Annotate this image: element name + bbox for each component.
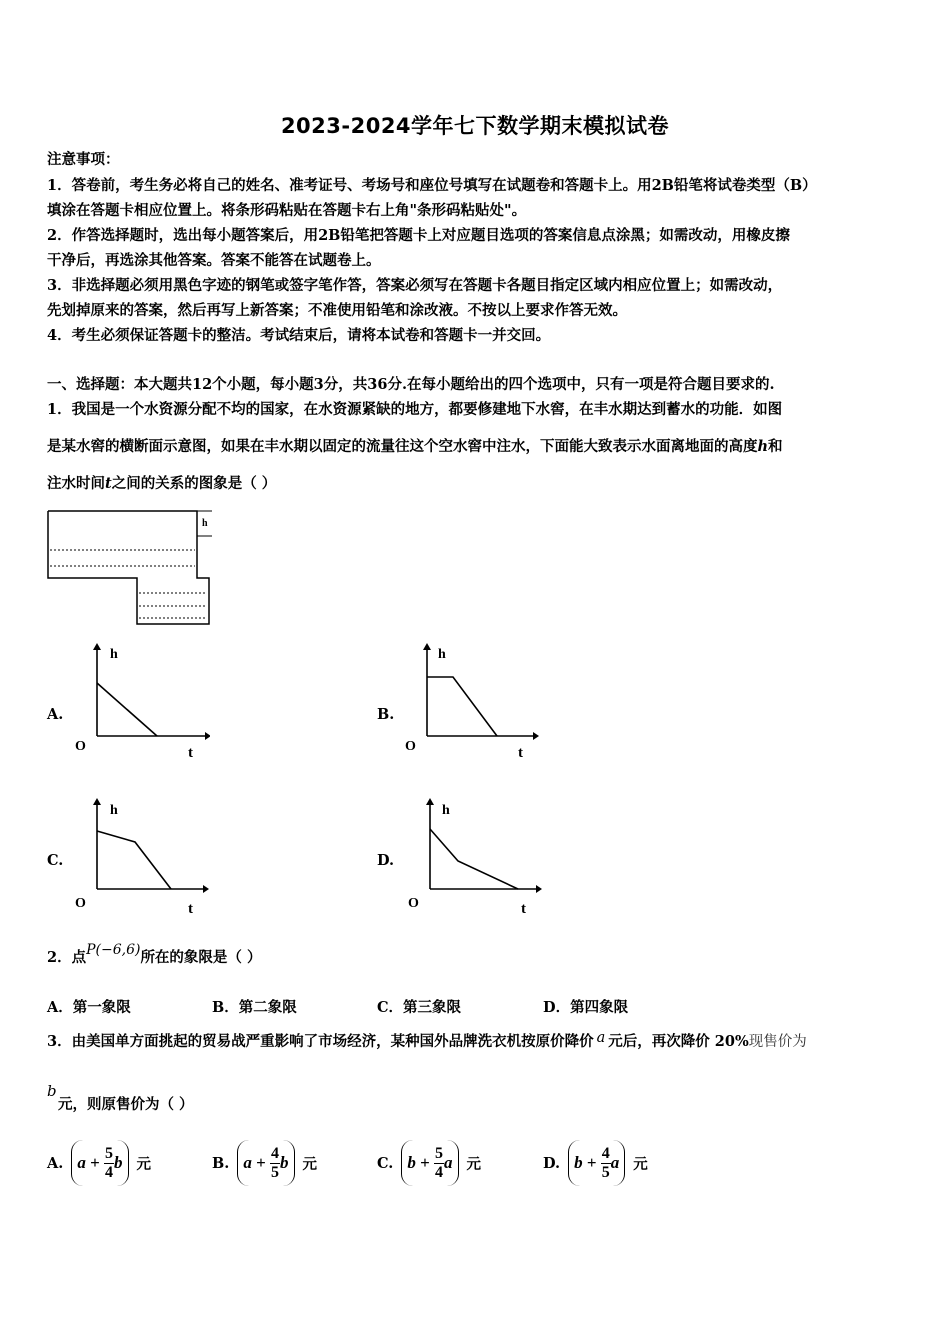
- fraction: [601, 1145, 611, 1182]
- page-title: 2023-2024学年七下数学期末模拟试卷: [280, 114, 670, 138]
- section-heading: 一、选择题：本大题共12个小题，每小题3分，共36分.在每小题给出的四个选项中，只有一项是符合题目要求的.: [47, 376, 775, 393]
- notice-line: 3．非选择题必须用黑色字迹的钢笔或签字笔作答，答案必须写在答题卡各题目指定区域内相应位置上；如需改动，: [47, 277, 783, 294]
- q1-text: 和: [768, 438, 783, 455]
- expr-tail: b: [280, 1153, 289, 1172]
- q1-text: 是某水窖的横断面示意图，如果在丰水期以固定的流量往这个空水窖中注水，下面能大致表示水面离地面的高度: [47, 438, 758, 455]
- notice-line: 1．答卷前，考生务必将自己的姓名、准考证号、考场号和座位号填写在试题卷和答题卡上。用2B铅笔将试卷类型（B）: [47, 177, 817, 194]
- expr-lead: b: [574, 1153, 583, 1172]
- q3-option-c[interactable]: [377, 1140, 481, 1186]
- x-axis-label: t: [188, 745, 193, 761]
- unit: 元: [136, 1155, 151, 1173]
- fraction: [434, 1145, 444, 1182]
- y-axis-label: h: [438, 647, 446, 662]
- x-axis-label: t: [188, 901, 193, 917]
- var-b: b: [47, 1082, 57, 1100]
- notice-line: 先划掉原来的答案，然后再写上新答案；不准使用铅笔和涂改液。不按以上要求作答无效。: [47, 302, 627, 319]
- option-label: D.: [543, 1154, 561, 1172]
- option-label: B.: [212, 1154, 230, 1172]
- q1-line2: [47, 437, 783, 457]
- option-d-graph[interactable]: [400, 795, 545, 920]
- fraction: [104, 1145, 114, 1182]
- unit: 元: [633, 1155, 648, 1173]
- var-h: h: [757, 438, 769, 455]
- notice-line: 填涂在答题卡相应位置上。将条形码粘贴在答题卡右上角"条形码粘贴处"。: [47, 202, 527, 219]
- var-t: t: [105, 475, 112, 492]
- option-b-graph[interactable]: [400, 640, 540, 765]
- q3-option-b[interactable]: [212, 1140, 317, 1186]
- numerator: 4: [601, 1144, 610, 1162]
- q2-option-a[interactable]: A．第一象限: [47, 999, 131, 1016]
- option-a-label[interactable]: A.: [47, 706, 64, 723]
- q3-line1: [47, 1032, 807, 1052]
- cellar-diagram: [45, 508, 217, 628]
- unit: 元: [302, 1155, 317, 1173]
- option-a-graph[interactable]: [70, 640, 210, 765]
- notice-line: 2．作答选择题时，选出每小题答案后，用2B铅笔把答题卡上对应题目选项的答案信息点涂黑；如需改动，用橡皮擦: [47, 227, 790, 244]
- q1-text: 之间的关系的图象是（ ）: [111, 475, 277, 492]
- y-axis-label: h: [442, 803, 450, 818]
- origin-label: O: [408, 896, 419, 911]
- denominator: 4: [435, 1163, 444, 1181]
- q3-text: 元后，再次降价 20%: [608, 1033, 749, 1050]
- q2-text: 2．点: [47, 949, 87, 966]
- y-axis-label: h: [110, 803, 118, 818]
- expr-tail: a: [444, 1153, 453, 1172]
- expression: b + $\frac{4}{5}$ a: [568, 1140, 625, 1186]
- q2-stem: [47, 942, 262, 968]
- expression: a + $\frac{4}{5}$ b: [237, 1140, 294, 1186]
- x-axis-label: t: [521, 901, 526, 917]
- option-label: C.: [377, 1154, 394, 1172]
- point-p: P(−6,6): [86, 942, 141, 958]
- denominator: 4: [105, 1163, 113, 1181]
- q1-line3: [47, 474, 276, 494]
- expression: a + $\frac{5}{4}$ b: [71, 1140, 128, 1186]
- expr-tail: b: [114, 1153, 123, 1172]
- q3-line2: 元，则原售价为（ ）: [58, 1096, 194, 1113]
- q1-line1: 1．我国是一个水资源分配不均的国家，在水资源紧缺的地方，都要修建地下水窖，在丰水期达到蓄水的功能．如图: [47, 401, 783, 418]
- option-c-label[interactable]: C.: [47, 852, 64, 869]
- denominator: 5: [601, 1163, 610, 1181]
- origin-label: O: [405, 739, 416, 754]
- expr-lead: a: [243, 1153, 252, 1172]
- q3-text: 3．由美国单方面挑起的贸易战严重影响了市场经济，某种国外品牌洗衣机按原价降价: [47, 1033, 594, 1050]
- notice-line: 4．考生必须保证答题卡的整洁。考试结束后，请将本试卷和答题卡一并交回。: [47, 327, 551, 344]
- option-c-graph[interactable]: [70, 795, 210, 920]
- notice-line: 干净后，再选涂其他答案。答案不能答在试题卷上。: [47, 252, 381, 269]
- x-axis-label: t: [518, 745, 523, 761]
- var-a: a: [596, 1030, 606, 1046]
- q2-text: 所在的象限是（ ）: [140, 949, 262, 966]
- origin-label: O: [75, 896, 86, 911]
- q3-text: 现售价为: [748, 1034, 807, 1050]
- option-label: A.: [47, 1154, 64, 1172]
- q3-option-a[interactable]: [47, 1140, 151, 1186]
- unit: 元: [466, 1155, 482, 1173]
- expression: b + $\frac{5}{4}$ a: [401, 1140, 458, 1186]
- option-d-label[interactable]: D.: [377, 852, 395, 869]
- numerator: 5: [435, 1144, 444, 1162]
- expr-lead: b: [407, 1153, 416, 1172]
- numerator: 5: [105, 1144, 113, 1162]
- diagram-h-label: h: [202, 518, 208, 529]
- q2-option-c[interactable]: C．第三象限: [377, 999, 462, 1016]
- option-b-label[interactable]: B.: [377, 706, 395, 723]
- notice-heading: 注意事项：: [47, 151, 120, 168]
- q2-option-b[interactable]: B．第二象限: [212, 999, 297, 1016]
- q3-option-d[interactable]: [543, 1140, 648, 1186]
- q1-text: 注水时间: [47, 475, 105, 492]
- origin-label: O: [75, 739, 86, 754]
- y-axis-label: h: [110, 647, 118, 662]
- denominator: 5: [271, 1163, 279, 1181]
- expr-tail: a: [610, 1153, 620, 1172]
- expr-lead: a: [77, 1153, 86, 1172]
- numerator: 4: [271, 1144, 279, 1162]
- q2-option-d[interactable]: D．第四象限: [543, 999, 629, 1016]
- fraction: [270, 1145, 280, 1182]
